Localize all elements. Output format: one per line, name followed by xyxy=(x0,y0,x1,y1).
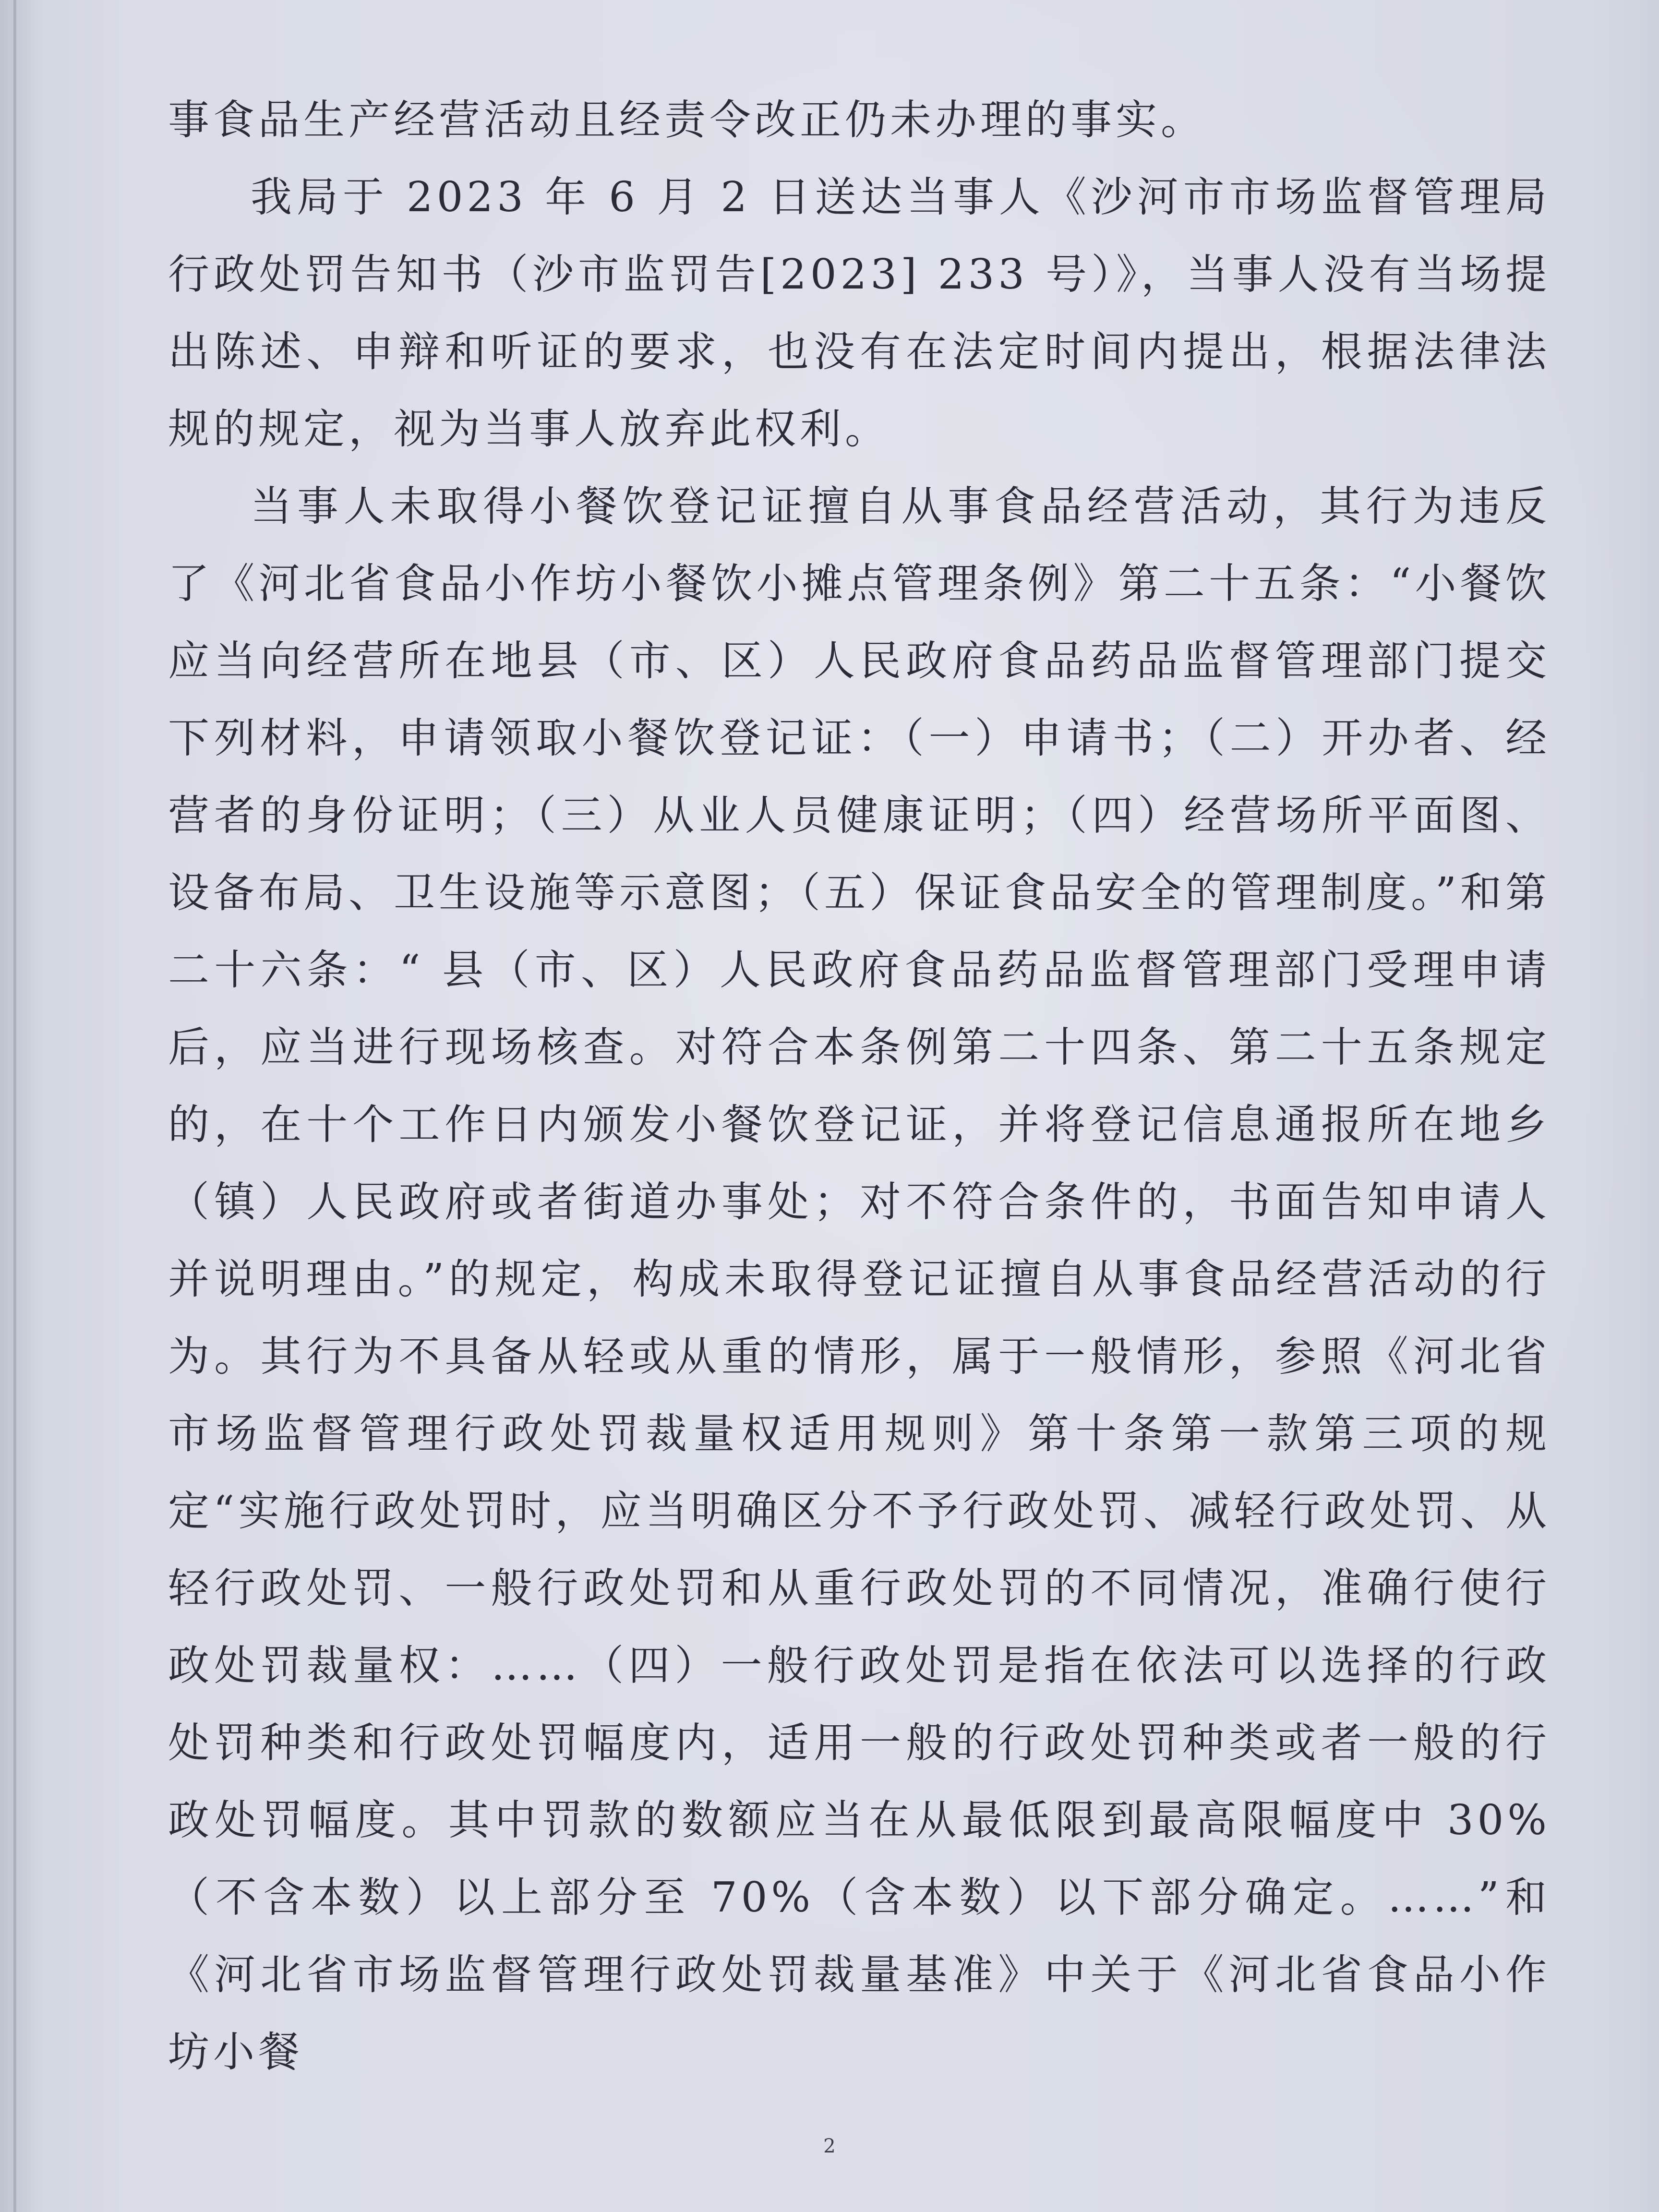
paragraph-continuation: 事食品生产经营活动且经责令改正仍未办理的事实。 xyxy=(168,96,1206,144)
paragraph-violation-analysis: 当事人未取得小餐饮登记证擅自从事食品经营活动，其行为违反了《河北省食品小作坊小餐饮小摊点管理条例》第二十五条：“小餐饮应当向经营所在地县（市、区）人民政府食品药品监督管理部门提交下列材料，申请领取小餐饮登记证：（一）申请书；（二）开办者、经营者的身份证明；（三）从业人员健康证明；（四）经营场所平面图、设备布局、卫生设施等示意图；（五）保证食品安全的管理制度。”和第二十六条：“ 县（市、区）人民政府食品药品监督管理部门受理申请后，应当进行现场核查。对符合本条例第二十四条、第二十五条规定的，在十个工作日内颁发小餐饮登记证，并将登记信息通报所在地乡（镇）人民政府或者街道办事处；对不符合条件的，书面告知申请人并说明理由。”的规定，构成未取得登记证擅自从事食品经营活动的行为。其行为不具备从轻或从重的情形，属于一般情形，参照《河北省市场监督管理行政处罚裁量权适用规则》第十条第一款第三项的规定“实施行政处罚时，应当明确区分不予行政处罚、减轻行政处罚、从轻行政处罚、一般行政处罚和从重行政处罚的不同情况，准确行使行政处罚裁量权：……（四）一般行政处罚是指在依法可以选择的行政处罚种类和行政处罚幅度内，适用一般的行政处罚种类或者一般的行政处罚幅度。其中罚款的数额应当在从最低限到最高限幅度中 30%（不含本数）以上部分至 70%（含本数）以下部分确定。……”和《河北省市场监督管理行政处罚裁量基准》中关于《河北省食品小作坊小餐 xyxy=(168,482,1551,2076)
document-body xyxy=(168,82,1551,2091)
page-binding-edge xyxy=(13,0,16,2212)
paragraph-notice-delivery: 我局于 2023 年 6 月 2 日送达当事人《沙河市市场监督管理局行政处罚告知书（沙市监罚告[2023] 233 号）》，当事人没有当场提出陈述、申辩和听证的要求，也没有在法定时间内提出，根据法律法规的规定，视为当事人放弃此权利。 xyxy=(168,173,1551,453)
page-number: 2 xyxy=(823,2135,836,2157)
